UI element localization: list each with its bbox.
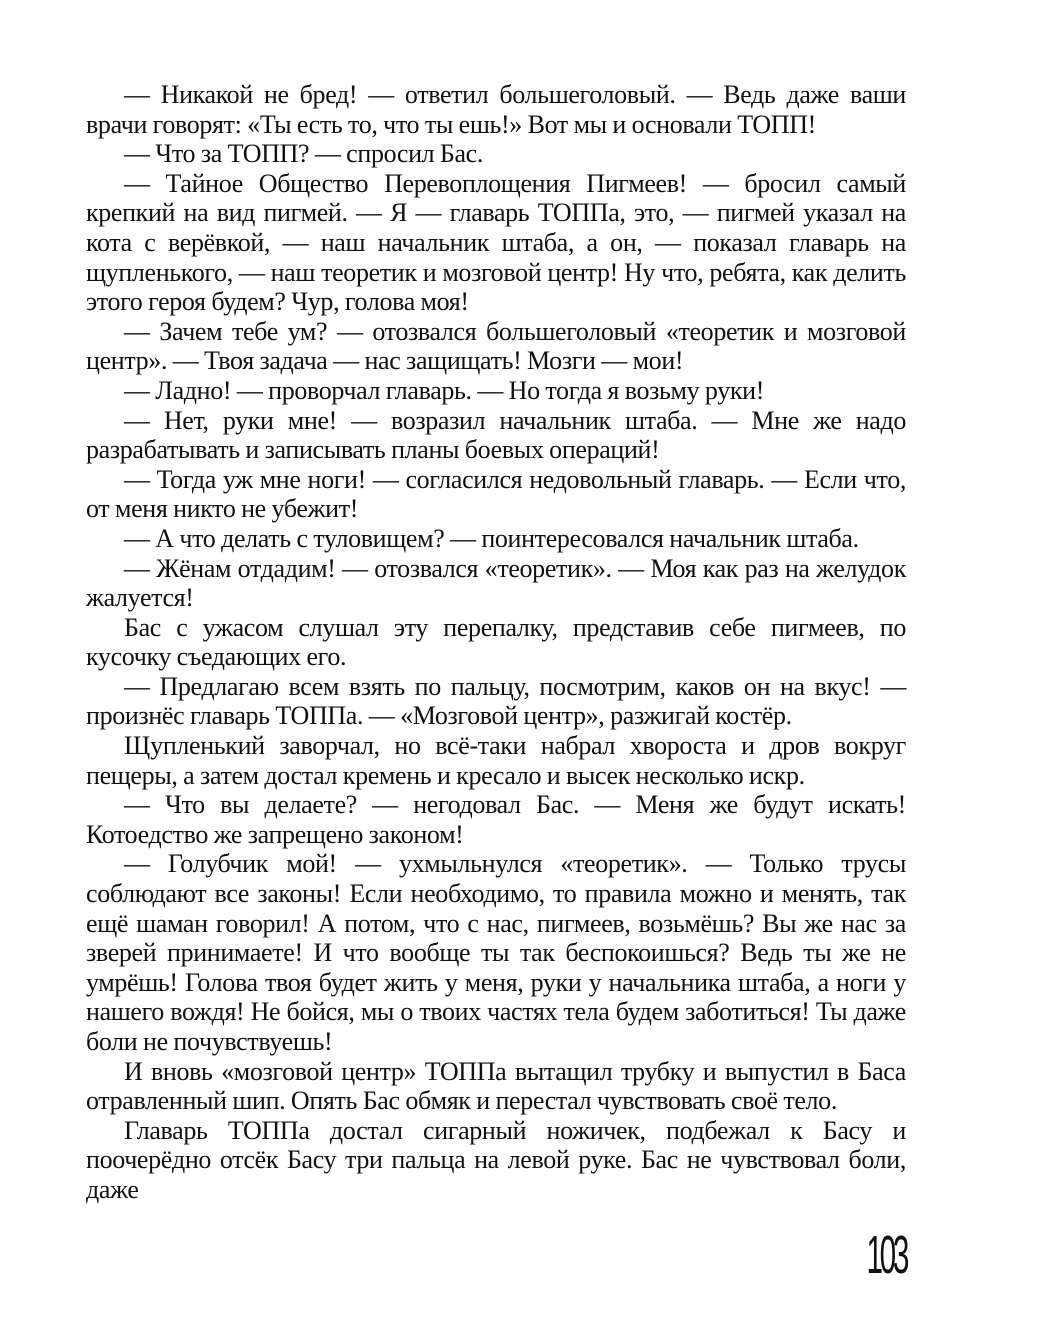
paragraph: — Тогда уж мне ноги! — согласился недовольный главарь. — Если что, от меня никто не убежит! [86,464,906,524]
paragraph: — Никакой не бред! — ответил большеголовый. — Ведь даже ваши врачи говорят: «Ты есть то, что ты ешь!» Вот мы и основали ТОПП! [86,80,906,139]
paragraph: — А что делать с туловищем? — поинтересовался начальник штаба. [124,523,859,553]
paragraph: — Тайное Общество Перевоплощения Пигмеев! — бросил самый крепкий на вид пигмей. — Я — главарь ТОППа, это, — пигмей указал на кота с верёвкой, — наш начальник штаба, а он, — показал главарь на щупленького, — наш теоретик и мозговой центр! Ну что, ребята, как делить этого героя будем? Чур, голова моя! [86,168,906,317]
paragraph: — Нет, руки мне! — возразил начальник штаба. — Мне же надо разрабатывать и записывать планы боевых операций! [86,405,906,465]
paragraph: Главарь ТОППа достал сигарный ножичек, подбежал к Басу и поочерёдно отсёк Басу три пальца на левой руке. Бас не чувствовал боли, даже [86,1115,906,1204]
paragraph: — Что вы делаете? — негодовал Бас. — Меня же будут искать! Котоедство же запрещено законом! [86,790,906,849]
paragraph: — Предлагаю всем взять по пальцу, посмотрим, каков он на вкус! — произнёс главарь ТОППа. — «Мозговой центр», разжигай костёр. [86,671,906,731]
paragraph: И вновь «мозговой центр» ТОППа вытащил трубку и выпустил в Баса отравленный шип. Опять Бас обмяк и перестал чувствовать своё тело. [86,1056,906,1116]
paragraph: — Зачем тебе ум? — отозвался большеголовый «теоретик и мозговой центр». — Твоя задача — нас защищать! Мозги — мои! [86,316,906,376]
paragraph: — Ладно! — проворчал главарь. — Но тогда я возьму руки! [124,375,765,405]
paragraph: — Что за ТОПП? — спросил Бас. [124,139,484,169]
body-text [86,80,906,1205]
paragraph: — Жёнам отдадим! — отозвался «теоретик». — Моя как раз на желудок жалуется! [86,553,906,613]
paragraph: Бас с ужасом слушал эту перепалку, представив себе пигмеев, по кусочку съедающих его. [86,612,906,672]
paragraph: Щупленький заворчал, но всё-таки набрал хвороста и дров вокруг пещеры, а затем достал кремень и кресало и высек несколько искр. [86,731,906,790]
paragraph: — Голубчик мой! — ухмыльнулся «теоретик». — Только трусы соблюдают все законы! Если необходимо, то правила можно и менять, так ещё шаман говорил! А потом, что с нас, пигмеев, возьмёшь? Вы же нас за зверей принимаете! И что вообще ты так беспокоишься? Ведь ты же не умрёшь! Голова твоя будет жить у меня, руки у начальника штаба, а ноги у нашего вождя! Не бойся, мы о твоих частях тела будем заботиться! Ты даже боли не почувствуешь! [86,849,906,1056]
page-number: 103 [866,1225,906,1285]
